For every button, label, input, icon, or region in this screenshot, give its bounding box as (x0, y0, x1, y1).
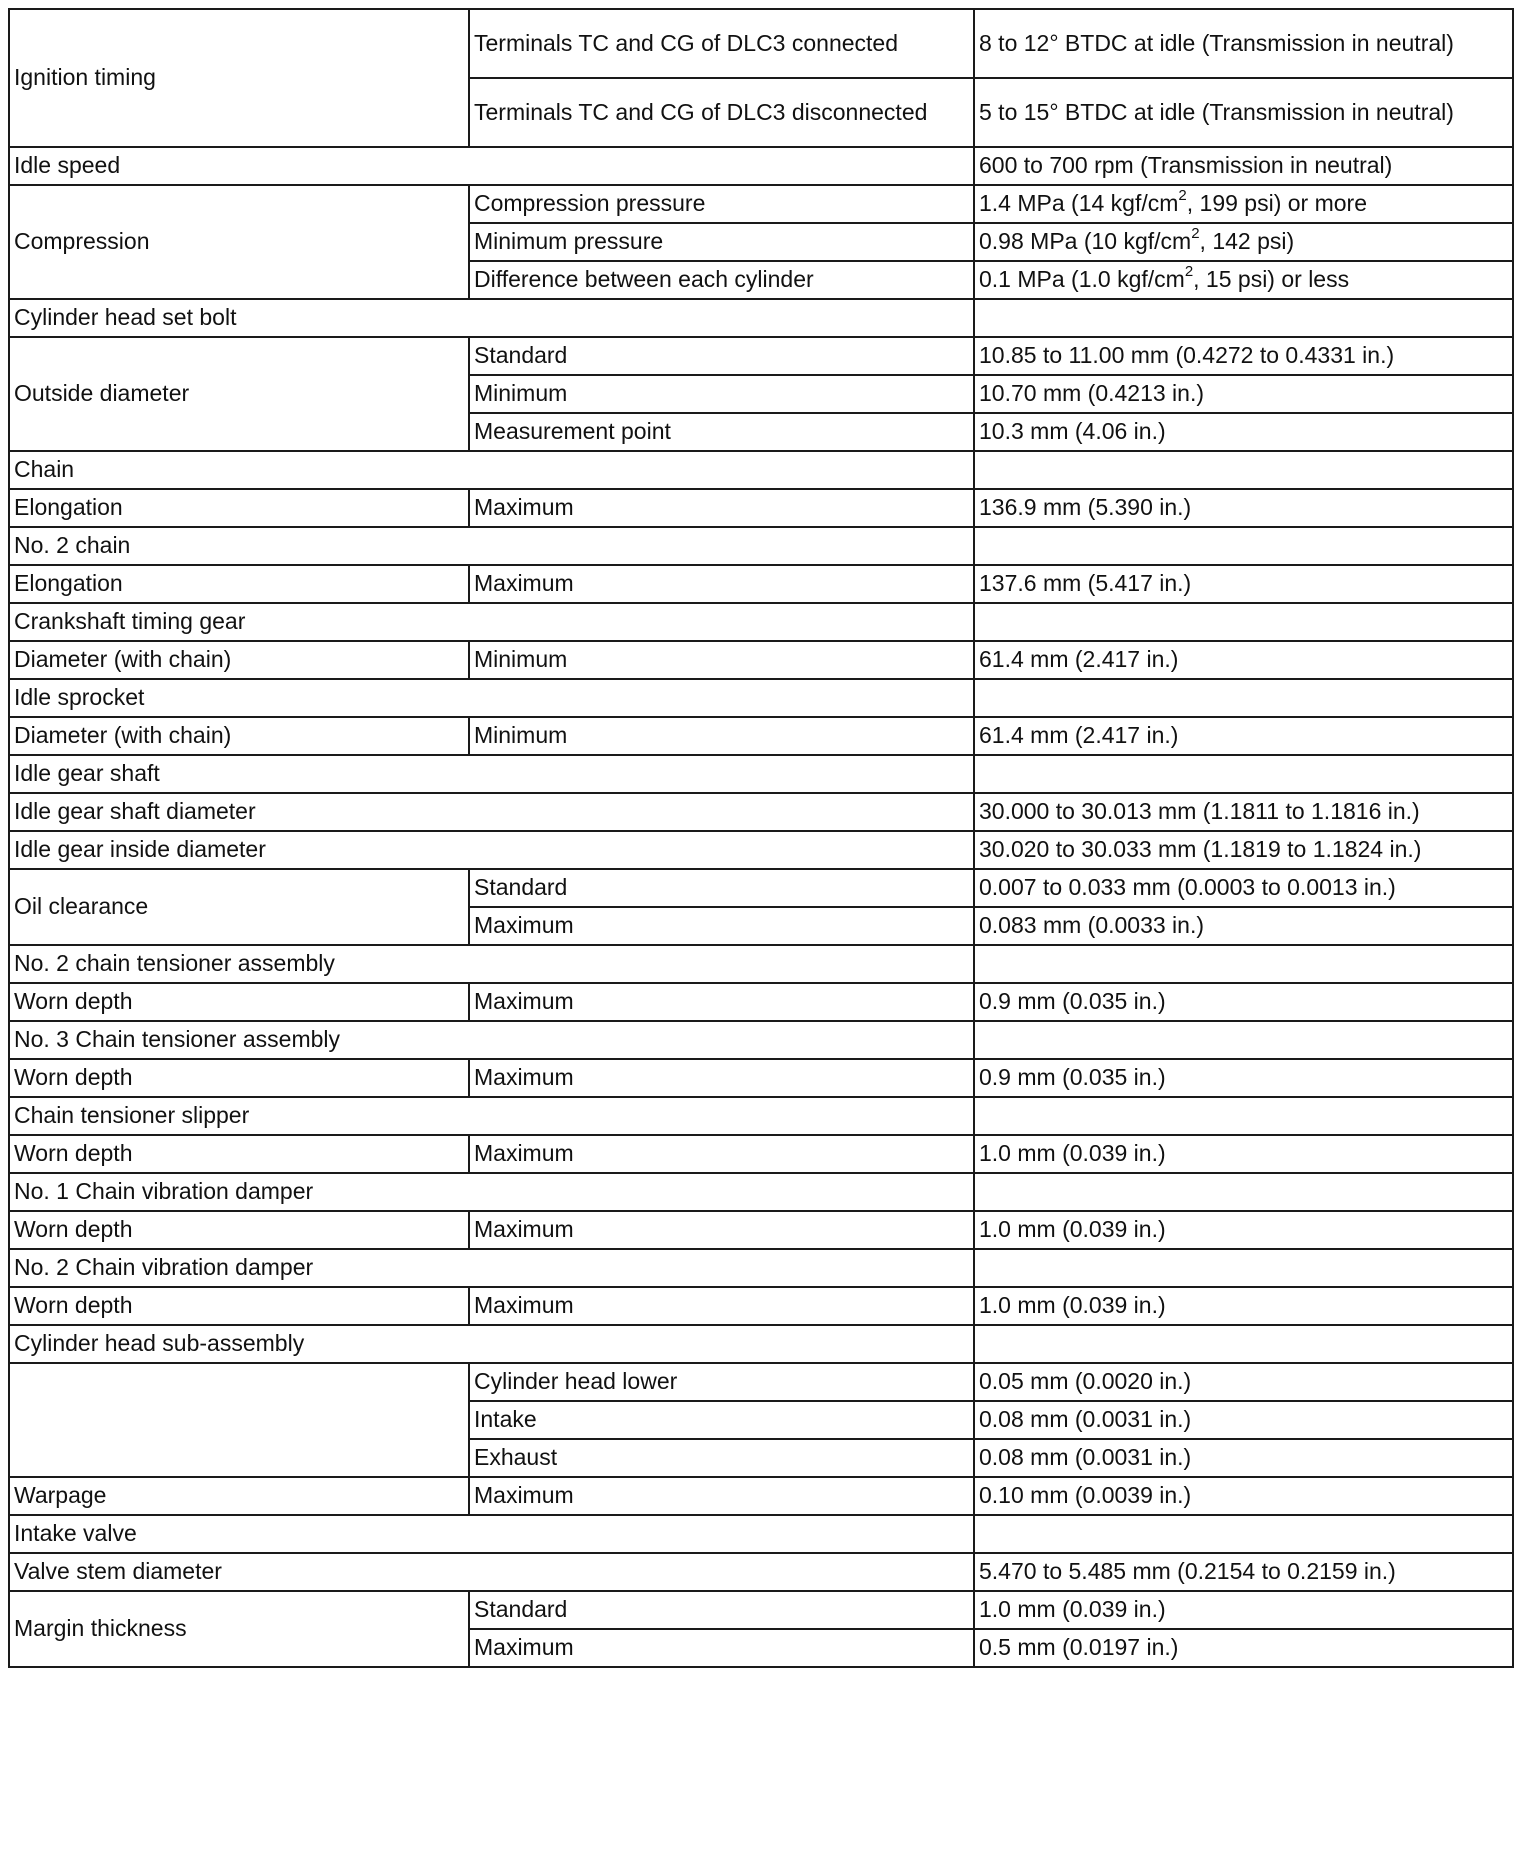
spec-value-cell (974, 223, 1513, 261)
value-superscript: 2 (1184, 263, 1194, 281)
spec-item-cell (9, 1363, 469, 1477)
spec-value-cell (974, 755, 1513, 793)
spec-item-cell: Crankshaft timing gear (9, 603, 974, 641)
spec-condition-cell: Maximum (469, 983, 974, 1021)
spec-item-cell: Warpage (9, 1477, 469, 1515)
table-row (9, 983, 1513, 1021)
table-row (9, 1249, 1513, 1287)
table-row (9, 451, 1513, 489)
spec-condition-cell: Intake (469, 1401, 974, 1439)
spec-value-cell (974, 1515, 1513, 1553)
spec-item-cell: No. 2 chain tensioner assembly (9, 945, 974, 983)
table-row (9, 793, 1513, 831)
value-text: 0.1 MPa (1.0 kgf/cm (979, 266, 1185, 292)
spec-value-cell (974, 679, 1513, 717)
spec-item-cell: Idle sprocket (9, 679, 974, 717)
spec-item-cell: Elongation (9, 489, 469, 527)
spec-condition-cell: Minimum (469, 641, 974, 679)
table-row (9, 147, 1513, 185)
spec-value-cell: 1.0 mm (0.039 in.) (974, 1135, 1513, 1173)
spec-value-cell (974, 1097, 1513, 1135)
spec-condition-cell: Difference between each cylinder (469, 261, 974, 299)
spec-condition-cell: Maximum (469, 565, 974, 603)
spec-item-cell: Idle speed (9, 147, 974, 185)
spec-value-cell: 0.007 to 0.033 mm (0.0003 to 0.0013 in.) (974, 869, 1513, 907)
spec-value-cell: 61.4 mm (2.417 in.) (974, 717, 1513, 755)
table-row (9, 1135, 1513, 1173)
table-row (9, 299, 1513, 337)
spec-condition-cell: Minimum (469, 375, 974, 413)
spec-condition-cell: Maximum (469, 1135, 974, 1173)
spec-value-cell (974, 299, 1513, 337)
spec-value-cell (974, 261, 1513, 299)
value-text: , 199 psi) or more (1186, 190, 1368, 216)
spec-item-cell: Idle gear shaft diameter (9, 793, 974, 831)
spec-value-cell: 5 to 15° BTDC at idle (Transmission in neutral) (974, 78, 1513, 147)
spec-item-cell: Outside diameter (9, 337, 469, 451)
spec-value-cell (974, 603, 1513, 641)
spec-condition-cell: Terminals TC and CG of DLC3 disconnected (469, 78, 974, 147)
spec-value-cell: 0.083 mm (0.0033 in.) (974, 907, 1513, 945)
spec-value-cell (974, 945, 1513, 983)
spec-value-cell (974, 1325, 1513, 1363)
spec-item-cell: Idle gear shaft (9, 755, 974, 793)
spec-item-cell: Ignition timing (9, 9, 469, 147)
table-row (9, 1173, 1513, 1211)
spec-condition-cell: Standard (469, 1591, 974, 1629)
spec-value-cell: 600 to 700 rpm (Transmission in neutral) (974, 147, 1513, 185)
spec-table (8, 8, 1514, 1668)
table-row (9, 869, 1513, 907)
spec-condition-cell: Standard (469, 337, 974, 375)
spec-item-cell: Valve stem diameter (9, 1553, 974, 1591)
value-superscript: 2 (1191, 225, 1200, 243)
spec-condition-cell: Maximum (469, 1211, 974, 1249)
table-row (9, 1363, 1513, 1401)
spec-value-cell: 1.0 mm (0.039 in.) (974, 1211, 1513, 1249)
spec-item-cell: No. 2 Chain vibration damper (9, 1249, 974, 1287)
table-row (9, 337, 1513, 375)
spec-value-cell: 0.10 mm (0.0039 in.) (974, 1477, 1513, 1515)
spec-value-cell: 10.85 to 11.00 mm (0.4272 to 0.4331 in.) (974, 337, 1513, 375)
spec-item-cell: Worn depth (9, 1287, 469, 1325)
spec-value-cell: 8 to 12° BTDC at idle (Transmission in neutral) (974, 9, 1513, 78)
spec-item-cell: No. 1 Chain vibration damper (9, 1173, 974, 1211)
table-row (9, 755, 1513, 793)
spec-value-cell (974, 451, 1513, 489)
table-row (9, 1325, 1513, 1363)
spec-item-cell: Elongation (9, 565, 469, 603)
spec-condition-cell: Measurement point (469, 413, 974, 451)
table-row (9, 1211, 1513, 1249)
spec-value-cell: 10.3 mm (4.06 in.) (974, 413, 1513, 451)
table-row (9, 945, 1513, 983)
spec-condition-cell: Cylinder head lower (469, 1363, 974, 1401)
spec-value-cell (974, 1021, 1513, 1059)
spec-value-cell: 0.5 mm (0.0197 in.) (974, 1629, 1513, 1667)
spec-value-cell: 1.0 mm (0.039 in.) (974, 1591, 1513, 1629)
spec-condition-cell: Maximum (469, 1629, 974, 1667)
spec-value-cell: 1.0 mm (0.039 in.) (974, 1287, 1513, 1325)
spec-condition-cell: Maximum (469, 489, 974, 527)
spec-value-cell (974, 185, 1513, 223)
spec-value-cell (974, 1173, 1513, 1211)
table-row (9, 1287, 1513, 1325)
table-row (9, 527, 1513, 565)
table-row (9, 9, 1513, 78)
spec-item-cell: Diameter (with chain) (9, 641, 469, 679)
spec-value-cell: 0.9 mm (0.035 in.) (974, 1059, 1513, 1097)
spec-condition-cell: Compression pressure (469, 185, 974, 223)
spec-value-cell: 30.020 to 30.033 mm (1.1819 to 1.1824 in.) (974, 831, 1513, 869)
table-row (9, 641, 1513, 679)
spec-item-cell: Worn depth (9, 1135, 469, 1173)
spec-item-cell: Cylinder head sub-assembly (9, 1325, 974, 1363)
spec-item-cell: Margin thickness (9, 1591, 469, 1667)
spec-value-cell: 0.08 mm (0.0031 in.) (974, 1439, 1513, 1477)
spec-item-cell: No. 3 Chain tensioner assembly (9, 1021, 974, 1059)
table-row (9, 1515, 1513, 1553)
table-row (9, 1021, 1513, 1059)
spec-item-cell: Cylinder head set bolt (9, 299, 974, 337)
spec-item-cell: Compression (9, 185, 469, 299)
table-row (9, 603, 1513, 641)
spec-condition-cell: Exhaust (469, 1439, 974, 1477)
table-row (9, 831, 1513, 869)
spec-item-cell: Worn depth (9, 983, 469, 1021)
spec-value-cell: 30.000 to 30.013 mm (1.1811 to 1.1816 in.) (974, 793, 1513, 831)
table-row (9, 679, 1513, 717)
spec-condition-cell: Minimum (469, 717, 974, 755)
spec-condition-cell: Maximum (469, 1477, 974, 1515)
table-row (9, 565, 1513, 603)
spec-table-body (9, 9, 1513, 1667)
spec-item-cell: Worn depth (9, 1211, 469, 1249)
value-text: , 15 psi) or less (1193, 266, 1350, 292)
spec-item-cell: Worn depth (9, 1059, 469, 1097)
table-row (9, 185, 1513, 223)
spec-condition-cell: Maximum (469, 1059, 974, 1097)
spec-condition-cell: Standard (469, 869, 974, 907)
spec-condition-cell: Minimum pressure (469, 223, 974, 261)
spec-value-cell: 10.70 mm (0.4213 in.) (974, 375, 1513, 413)
table-row (9, 489, 1513, 527)
spec-condition-cell: Maximum (469, 907, 974, 945)
spec-value-cell: 61.4 mm (2.417 in.) (974, 641, 1513, 679)
table-row (9, 1591, 1513, 1629)
spec-value-cell (974, 1249, 1513, 1287)
spec-value-cell (974, 527, 1513, 565)
spec-item-cell: Diameter (with chain) (9, 717, 469, 755)
value-text: 0.98 MPa (10 kgf/cm (979, 228, 1192, 254)
spec-value-cell: 0.08 mm (0.0031 in.) (974, 1401, 1513, 1439)
table-row (9, 1059, 1513, 1097)
spec-item-cell: Chain tensioner slipper (9, 1097, 974, 1135)
spec-condition-cell: Maximum (469, 1287, 974, 1325)
spec-condition-cell: Terminals TC and CG of DLC3 connected (469, 9, 974, 78)
table-row (9, 1553, 1513, 1591)
spec-value-cell: 5.470 to 5.485 mm (0.2154 to 0.2159 in.) (974, 1553, 1513, 1591)
spec-value-cell: 0.9 mm (0.035 in.) (974, 983, 1513, 1021)
spec-value-cell: 137.6 mm (5.417 in.) (974, 565, 1513, 603)
spec-value-cell: 0.05 mm (0.0020 in.) (974, 1363, 1513, 1401)
spec-item-cell: Intake valve (9, 1515, 974, 1553)
spec-value-cell: 136.9 mm (5.390 in.) (974, 489, 1513, 527)
spec-item-cell: No. 2 chain (9, 527, 974, 565)
table-row (9, 1097, 1513, 1135)
value-text: 1.4 MPa (14 kgf/cm (979, 190, 1179, 216)
value-superscript: 2 (1178, 187, 1187, 205)
table-row (9, 1477, 1513, 1515)
table-row (9, 717, 1513, 755)
spec-item-cell: Idle gear inside diameter (9, 831, 974, 869)
value-text: , 142 psi) (1199, 228, 1295, 254)
spec-item-cell: Oil clearance (9, 869, 469, 945)
spec-item-cell: Chain (9, 451, 974, 489)
